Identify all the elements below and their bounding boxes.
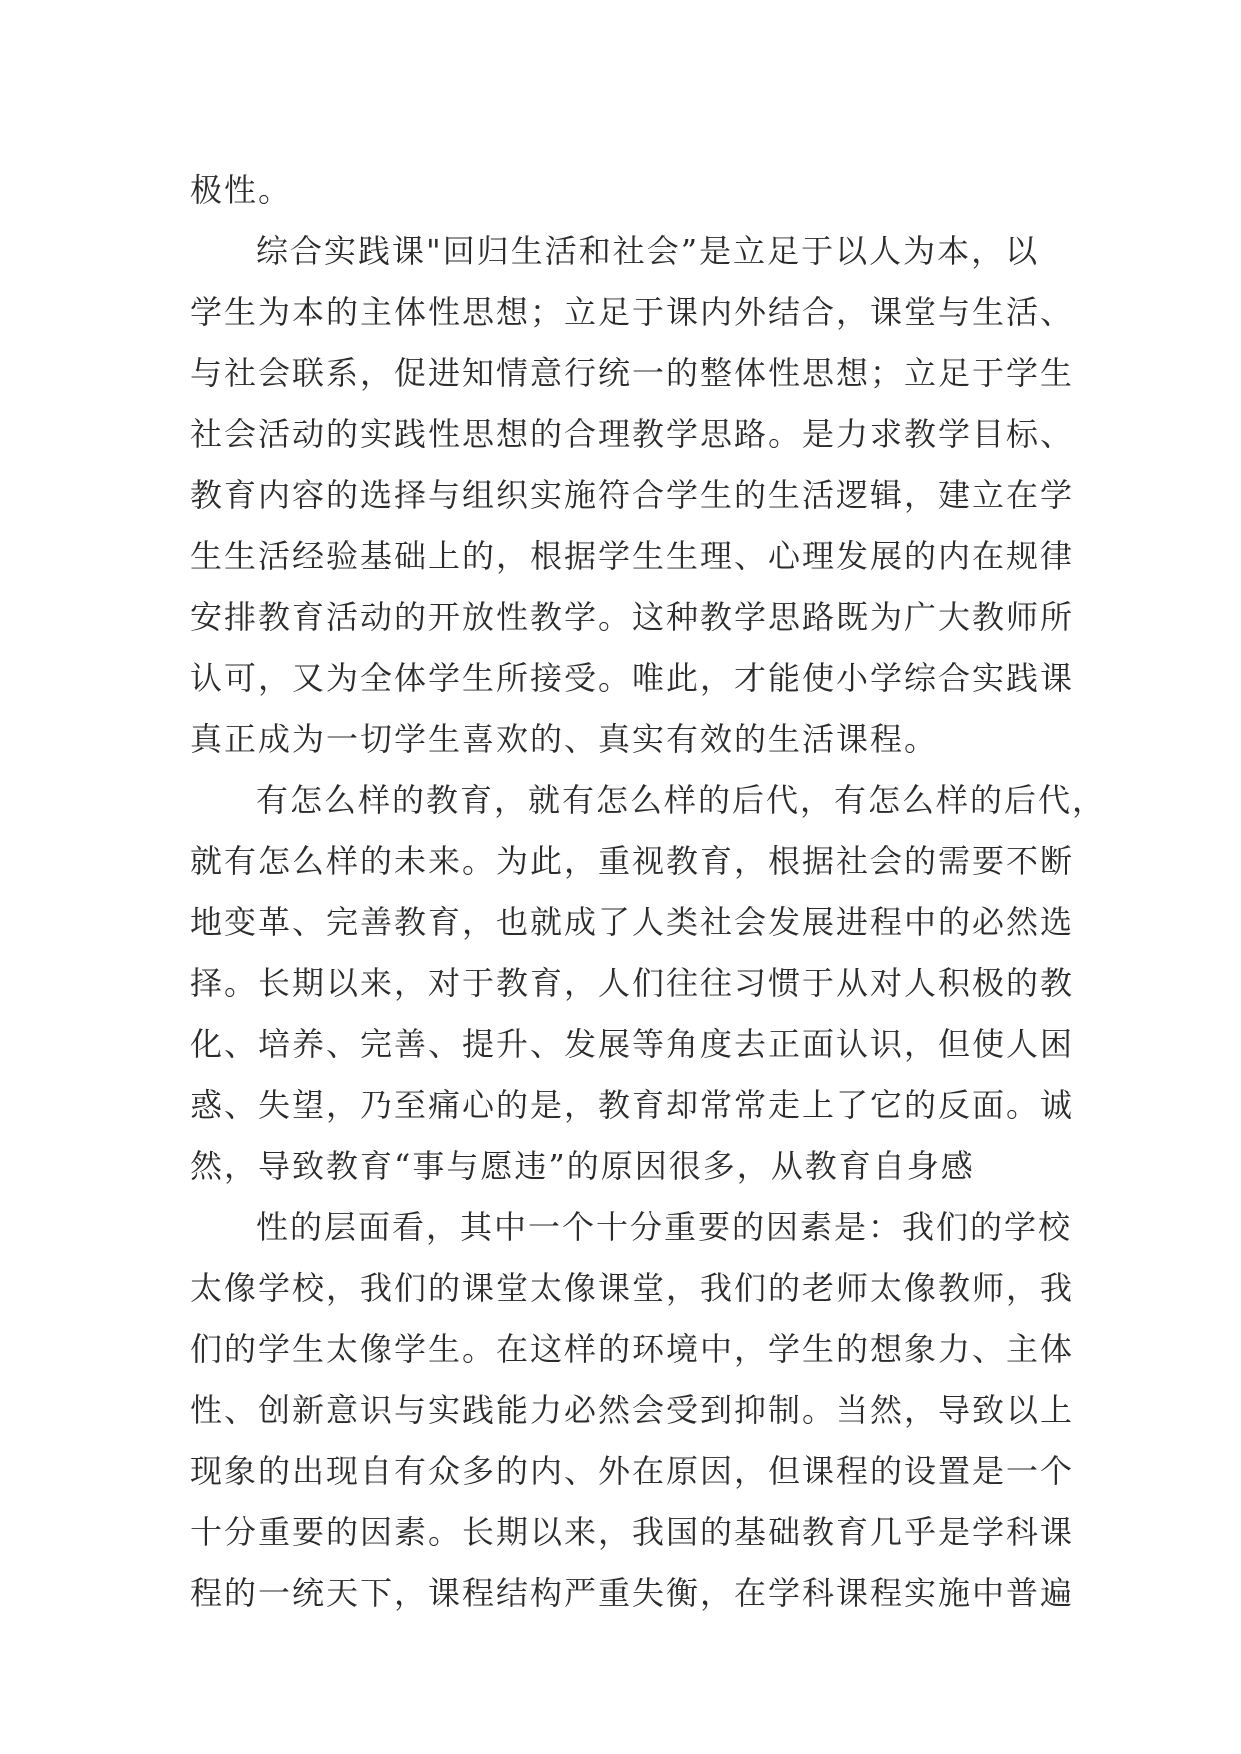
text-line: 学生为本的主体性思想；立足于课内外结合，课堂与生活、 — [190, 293, 1075, 331]
text-line: 地变革、完善教育，也就成了人类社会发展进程中的必然选 — [190, 903, 1075, 941]
text-line: 择。长期以来，对于教育，人们往往习惯于从对人积极的教 — [190, 964, 1075, 1002]
text-line: 就有怎么样的未来。为此，重视教育，根据社会的需要不断 — [190, 842, 1075, 880]
text-line: 现象的出现自有众多的内、外在原因，但课程的设置是一个 — [190, 1452, 1075, 1490]
text-line: 太像学校，我们的课堂太像课堂，我们的老师太像教师，我 — [190, 1269, 1075, 1307]
body-text — [190, 160, 1107, 1624]
text-line: 生生活经验基础上的，根据学生生理、心理发展的内在规律 — [190, 537, 1075, 575]
text-line: 真正成为一切学生喜欢的、真实有效的生活课程。 — [190, 720, 939, 758]
text-line: 社会活动的实践性思想的合理教学思路。是力求教学目标、 — [190, 415, 1075, 453]
text-line: 化、培养、完善、提升、发展等角度去正面认识，但使人困 — [190, 1025, 1075, 1063]
text-line: 安排教育活动的开放性教学。这种教学思路既为广大教师所 — [190, 598, 1075, 636]
text-line: 与社会联系，促进知情意行统一的整体性思想；立足于学生 — [190, 354, 1075, 392]
text-line: 们的学生太像学生。在这样的环境中，学生的想象力、主体 — [190, 1330, 1075, 1368]
text-line: 教育内容的选择与组织实施符合学生的生活逻辑，建立在学 — [190, 476, 1075, 514]
paragraph-start-line: 综合实践课"回归生活和社会”是立足于以人为本，以 — [256, 232, 1040, 270]
text-line: 惑、失望，乃至痛心的是，教育却常常走上了它的反面。诚 — [190, 1086, 1075, 1124]
text-line: 程的一统天下，课程结构严重失衡，在学科课程实施中普遍 — [190, 1574, 1075, 1612]
text-line: 性、创新意识与实践能力必然会受到抑制。当然，导致以上 — [190, 1391, 1075, 1429]
text-line: 十分重要的因素。长期以来，我国的基础教育几乎是学科课 — [190, 1513, 1075, 1551]
text-line: 极性。 — [190, 171, 293, 209]
text-line: 然，导致教育“事与愿违”的原因很多，从教育自身感 — [190, 1147, 975, 1185]
paragraph-start-line: 有怎么样的教育，就有怎么样的后代，有怎么样的后代， — [256, 781, 1107, 819]
paragraph-start-line: 性的层面看，其中一个十分重要的因素是：我们的学校 — [256, 1208, 1073, 1246]
text-line: 认可，又为全体学生所接受。唯此，才能使小学综合实践课 — [190, 659, 1075, 697]
